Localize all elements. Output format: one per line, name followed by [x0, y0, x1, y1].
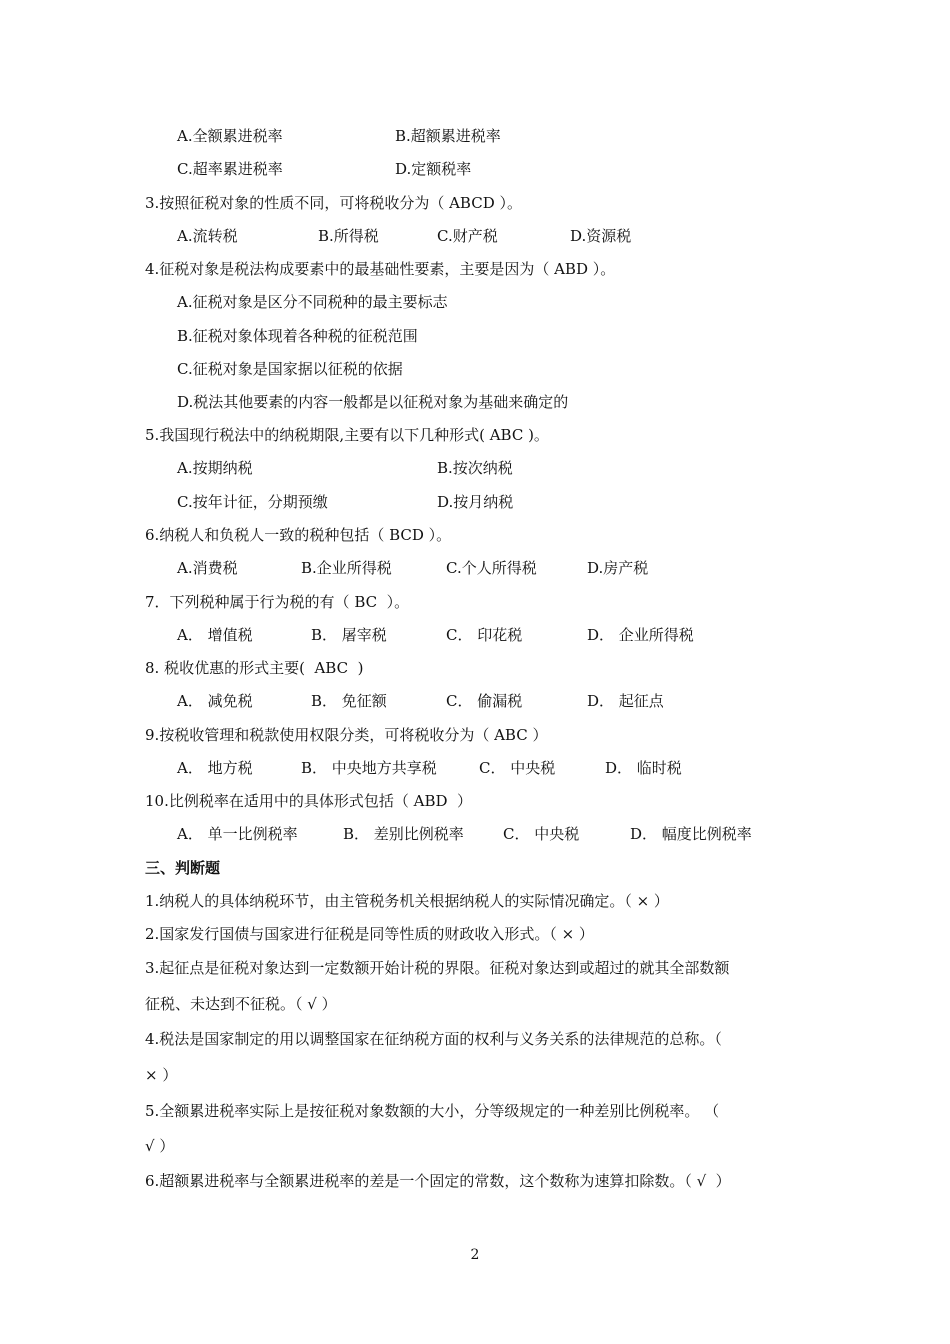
q4-text: 4.征税对象是税法构成要素中的最基础性要素，主要是因为（ ABD ）。: [145, 260, 616, 278]
judge-item-3-cont: 征税、未达到不征税。（ √ ）: [145, 995, 337, 1013]
q4-option-c: C.征税对象是国家据以征税的依据: [177, 360, 403, 378]
q3-option-b: B.所得税: [318, 227, 379, 245]
q6-text: 6.纳税人和负税人一致的税种包括（ BCD ）。: [145, 526, 452, 544]
q8-option-c: C． 偷漏税: [446, 692, 523, 710]
q8-option-b: B． 免征额: [311, 692, 387, 710]
q2-option-d: D.定额税率: [395, 160, 472, 178]
judge-item-2: 2.国家发行国债与国家进行征税是同等性质的财政收入形式。（ × ）: [145, 925, 594, 943]
judge-item-3: 3.起征点是征税对象达到一定数额开始计税的界限。征税对象达到或超过的就其全部数额: [145, 959, 730, 977]
q6-option-d: D.房产税: [587, 559, 649, 577]
q6-option-b: B.企业所得税: [301, 559, 392, 577]
q9-option-c: C． 中央税: [479, 759, 556, 777]
q9-option-a: A． 地方税: [177, 759, 253, 777]
q5-option-d: D.按月纳税: [437, 493, 514, 511]
q8-text: 8. 税收优惠的形式主要( ABC ): [145, 659, 364, 677]
q2-option-b: B.超额累进税率: [395, 127, 501, 145]
q3-option-a: A.流转税: [177, 227, 238, 245]
q2-option-a: A.全额累进税率: [177, 127, 283, 145]
q8-option-a: A． 减免税: [177, 692, 253, 710]
q5-option-c: C.按年计征，分期预缴: [177, 493, 328, 511]
q4-option-a: A.征税对象是区分不同税种的最主要标志: [177, 293, 448, 311]
q9-option-d: D． 临时税: [605, 759, 682, 777]
q3-text: 3.按照征税对象的性质不同，可将税收分为（ ABCD ）。: [145, 194, 522, 212]
q10-option-c: C． 中央税: [503, 825, 580, 843]
judge-item-4-cont: × ）: [145, 1066, 178, 1084]
page-number: 2: [470, 1247, 480, 1263]
judge-item-6: 6.超额累进税率与全额累进税率的差是一个固定的常数，这个数称为速算扣除数。（ √ ）: [145, 1172, 731, 1190]
q9-option-b: B． 中央地方共享税: [301, 759, 437, 777]
q2-option-c: C.超率累进税率: [177, 160, 283, 178]
judge-item-5: 5.全额累进税率实际上是按征税对象数额的大小，分等级规定的一种差别比例税率。 （: [145, 1102, 720, 1120]
q10-text: 10.比例税率在适用中的具体形式包括（ ABD ）: [145, 792, 473, 810]
q7-text: 7．下列税种属于行为税的有（ BC ）。: [145, 593, 410, 611]
q10-option-b: B． 差别比例税率: [343, 825, 464, 843]
q5-text: 5.我国现行税法中的纳税期限,主要有以下几种形式( ABC )。: [145, 426, 549, 444]
judge-item-1: 1.纳税人的具体纳税环节，由主管税务机关根据纳税人的实际情况确定。（ × ）: [145, 892, 669, 910]
judge-item-4: 4.税法是国家制定的用以调整国家在征纳税方面的权利与义务关系的法律规范的总称。（: [145, 1030, 722, 1048]
q9-text: 9.按税收管理和税款使用权限分类，可将税收分为（ ABC ）: [145, 726, 548, 744]
q10-option-d: D． 幅度比例税率: [630, 825, 752, 843]
q7-option-c: C． 印花税: [446, 626, 523, 644]
q10-option-a: A． 单一比例税率: [177, 825, 298, 843]
q6-option-a: A.消费税: [177, 559, 238, 577]
q5-option-a: A.按期纳税: [177, 459, 253, 477]
q7-option-b: B． 屠宰税: [311, 626, 387, 644]
q5-option-b: B.按次纳税: [437, 459, 513, 477]
section-heading-judge: 三、判断题: [145, 859, 221, 877]
q8-option-d: D． 起征点: [587, 692, 664, 710]
q7-option-a: A． 增值税: [177, 626, 253, 644]
q4-option-b: B.征税对象体现着各种税的征税范围: [177, 327, 418, 345]
q7-option-d: D． 企业所得税: [587, 626, 694, 644]
q4-option-d: D.税法其他要素的内容一般都是以征税对象为基础来确定的: [177, 393, 569, 411]
q3-option-d: D.资源税: [570, 227, 632, 245]
q6-option-c: C.个人所得税: [446, 559, 537, 577]
judge-item-5-cont: √ ）: [145, 1137, 175, 1155]
q3-option-c: C.财产税: [437, 227, 498, 245]
